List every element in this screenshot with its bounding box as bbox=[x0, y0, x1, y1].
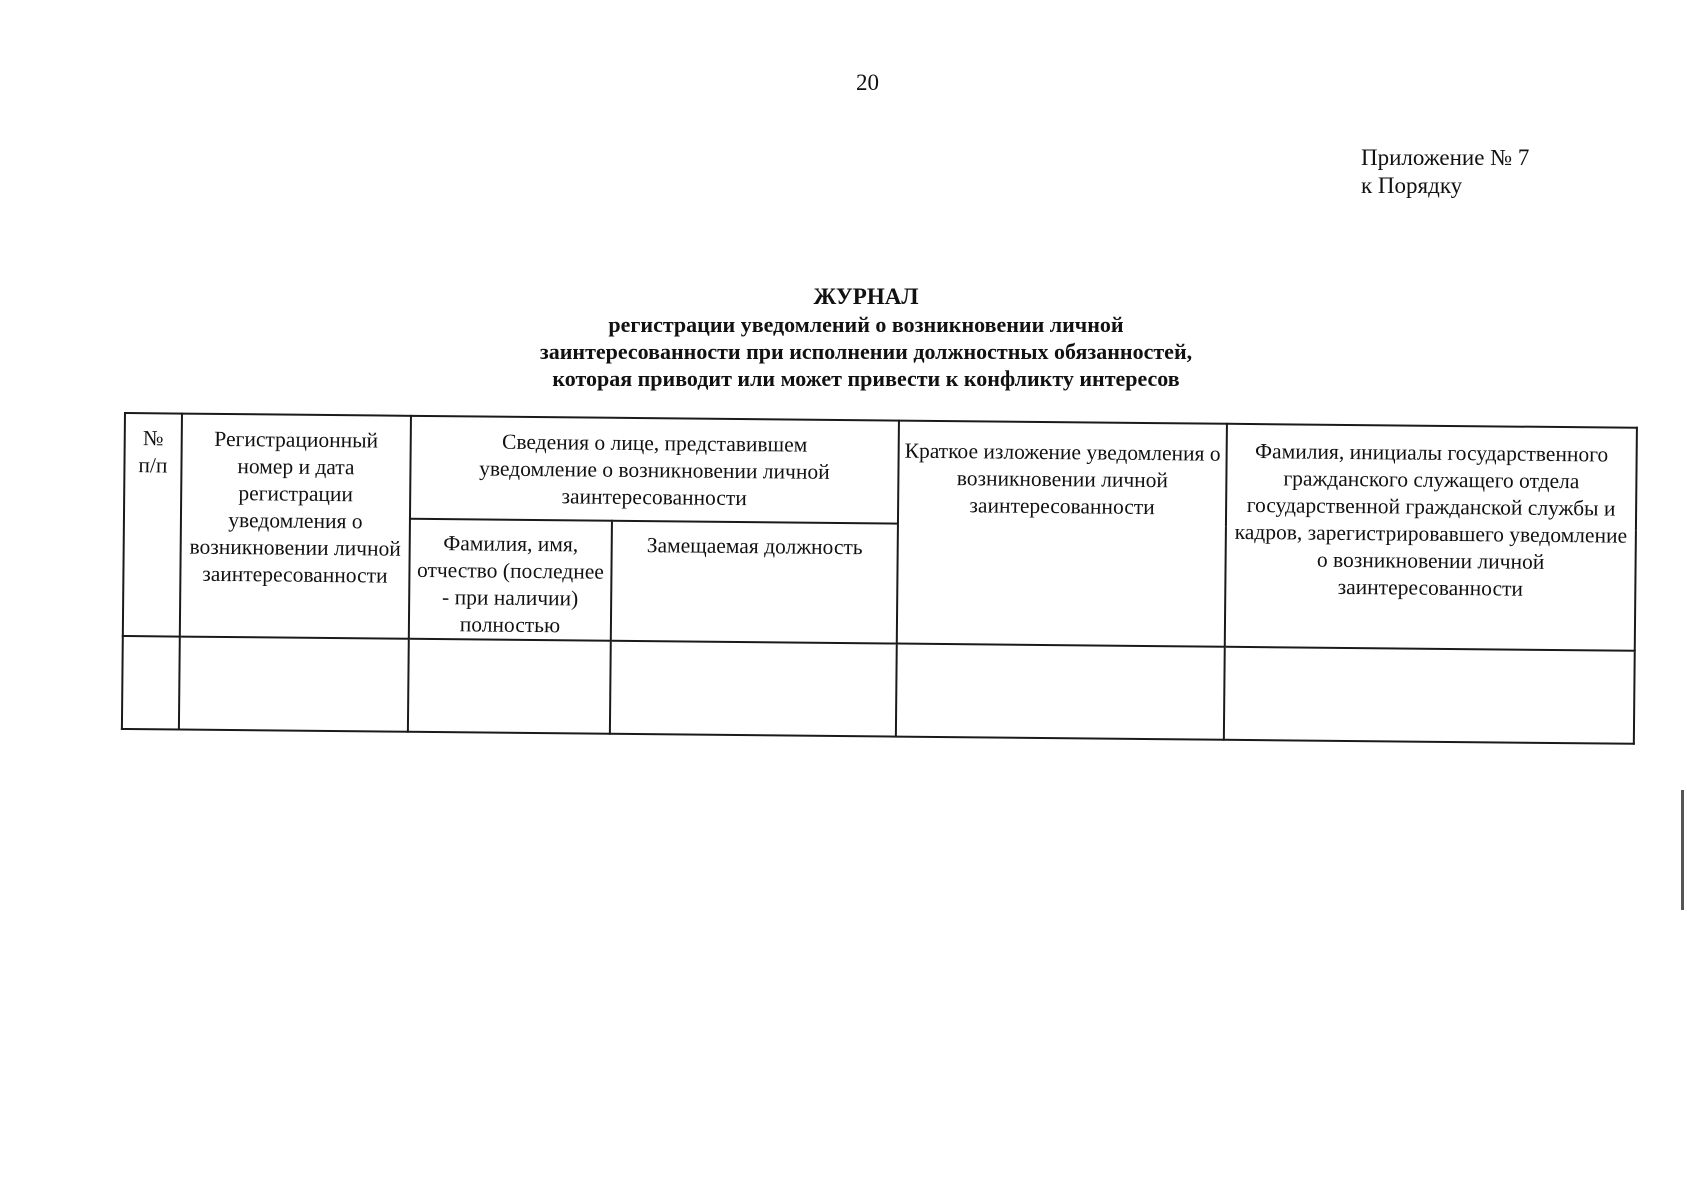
title-line-1: регистрации уведомлений о возникновении личной bbox=[608, 312, 1124, 337]
table-row bbox=[122, 636, 1635, 744]
table-cell bbox=[122, 636, 180, 730]
table-cell bbox=[179, 637, 409, 732]
title-line-3: которая приводит или может привести к конфликту интересов bbox=[552, 366, 1180, 391]
header-person-group: Сведения о лице, представившем уведомление о возникновении личной заинтересованности bbox=[410, 416, 899, 524]
appendix-reference bbox=[1361, 144, 1529, 200]
table-header-row bbox=[124, 413, 1637, 531]
table-cell bbox=[896, 644, 1225, 740]
document-title bbox=[420, 283, 1312, 392]
title-line-2: заинтересованности при исполнении должностных обязанностей, bbox=[539, 339, 1193, 364]
header-person-name: Фамилия, имя, отчество (последнее - при наличии) полностью bbox=[409, 519, 612, 641]
scan-edge-mark bbox=[1681, 790, 1684, 910]
registration-journal-table bbox=[121, 412, 1638, 745]
header-summary: Краткое изложение уведомления о возникновении личной заинтересованности bbox=[897, 421, 1227, 647]
table-cell bbox=[1224, 647, 1635, 744]
header-registrar: Фамилия, инициалы государственного гражданского служащего отдела государственной гражданской службы и кадров, зарегистрировавшего уведомление о возникновении личной заинтересованности bbox=[1225, 424, 1637, 651]
header-person-position: Замещаемая должность bbox=[611, 521, 898, 644]
header-registration: Регистрационный номер и дата регистрации уведомления о возникновении личной заинтересованности bbox=[180, 414, 411, 639]
appendix-line-1: Приложение № 7 bbox=[1361, 145, 1530, 170]
table-cell bbox=[610, 641, 897, 737]
appendix-line-2: к Порядку bbox=[1361, 173, 1463, 198]
header-number: № п/п bbox=[123, 413, 182, 637]
page-number: 20 bbox=[856, 70, 879, 95]
table-cell bbox=[408, 639, 611, 734]
journal-title: ЖУРНАЛ bbox=[813, 284, 919, 309]
